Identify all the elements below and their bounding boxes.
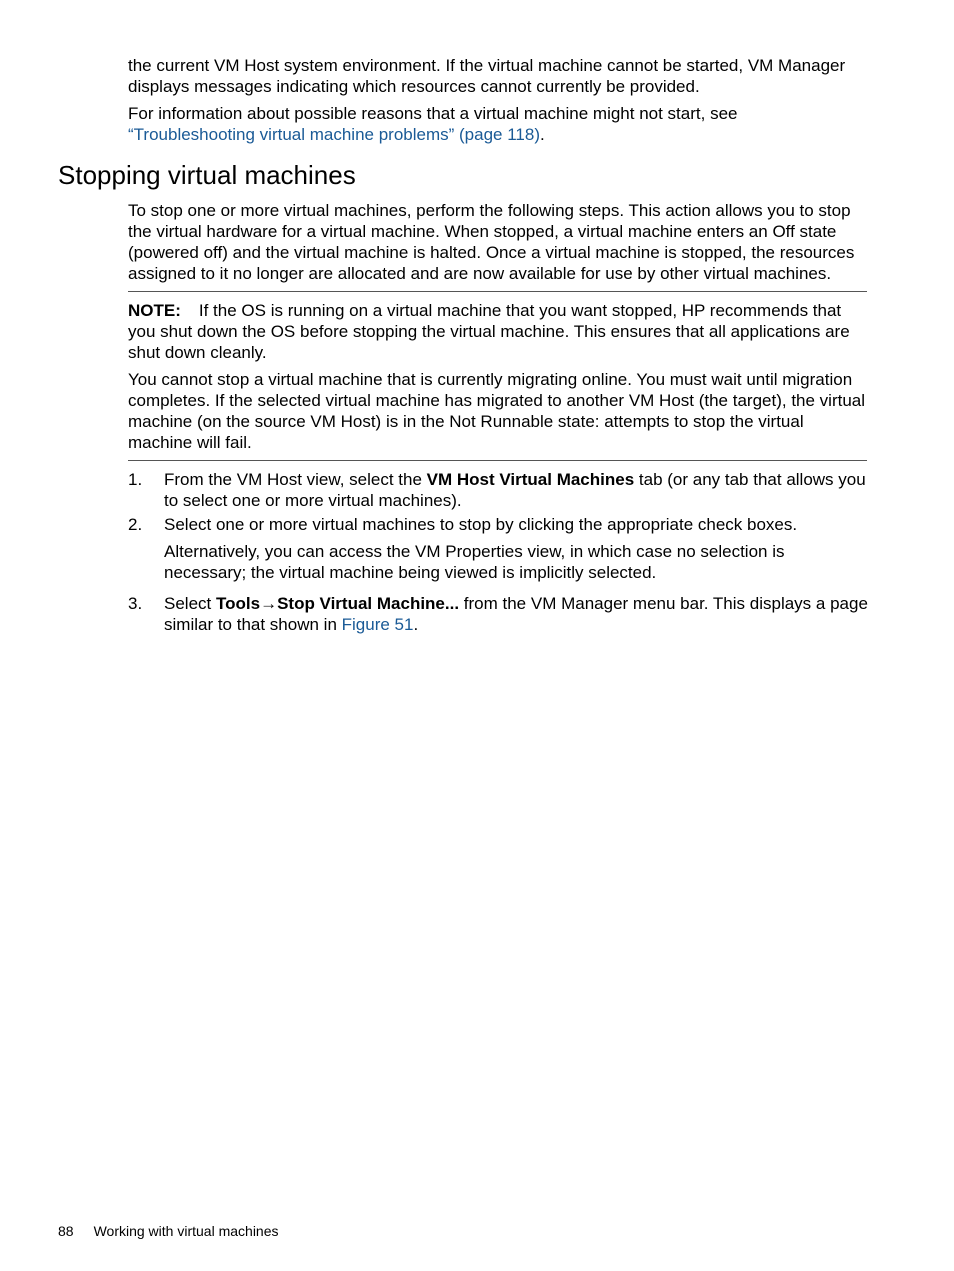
figure-51-link[interactable]: Figure 51 — [341, 615, 414, 634]
step-extra-text: Alternatively, you can access the VM Properties view, in which case no selection is necessary; the virtual machine being viewed is implicitly selected. — [164, 542, 785, 582]
note-paragraph — [128, 300, 868, 363]
section-paragraph: To stop one or more virtual machines, perform the following steps. This action allows you to stop the virtual hardware for a virtual machine. When stopped, a virtual machine enters an Off state (powered off) and the virtual machine is halted. Once a virtual machine is stopped, the resources assigned to it no longer are allocated and are now available for use by other virtual machines. — [128, 201, 855, 283]
intro-paragraph: the current VM Host system environment. If the virtual machine cannot be started, VM Manager displays messages indicating which resources cannot currently be provided. — [128, 56, 846, 96]
step-number: 3. — [128, 594, 143, 613]
step-2 — [128, 514, 868, 583]
page-number: 88 — [58, 1223, 74, 1239]
section-title: Stopping virtual machines — [58, 160, 356, 190]
step-text-post: tab (or any tab that allows you to select one or more virtual machines). — [164, 470, 866, 510]
step-text — [164, 469, 868, 511]
chapter-title: Working with virtual machines — [93, 1223, 279, 1239]
vm-host-virtual-machines-tab-name: VM Host Virtual Machines — [426, 470, 635, 489]
troubleshooting-link[interactable]: “Troubleshooting virtual machine problems” (page 118) — [128, 125, 540, 144]
note-paragraph-2: You cannot stop a virtual machine that is currently migrating online. You must wait until migration completes. If the selected virtual machine has migrated to another VM Host (the target), the virtual machine (on the source VM Host) is in the Not Runnable state: attempts to stop the virtual machine will fail. — [128, 370, 866, 452]
intro-reference-end: . — [539, 125, 545, 144]
step-number: 1. — [128, 470, 143, 489]
step-number: 2. — [128, 515, 143, 534]
step-text — [164, 593, 868, 635]
note-text: If the OS is running on a virtual machine that you want stopped, HP recommends that you shut down the OS before stopping the virtual machine. This ensures that all applications are shut down cleanly. — [128, 301, 850, 362]
stop-virtual-machine-menu-item-name: Stop Virtual Machine... — [277, 594, 460, 613]
step-text-pre: Select — [164, 594, 216, 613]
step-text-pre: From the VM Host view, select the — [164, 470, 427, 489]
step-text: Select one or more virtual machines to stop by clicking the appropriate check boxes. — [164, 515, 798, 534]
step-text-mid: from the VM Manager menu bar. This displays a page similar to that shown in — [164, 594, 868, 634]
note-top-rule — [128, 291, 867, 292]
step-3 — [128, 593, 868, 635]
step-1 — [128, 469, 868, 511]
note-bottom-rule — [128, 460, 867, 461]
intro-reference-text: For information about possible reasons that a virtual machine might not start, see — [128, 104, 738, 123]
note-label: NOTE: — [128, 301, 181, 320]
tools-menu-name: Tools — [215, 594, 261, 613]
intro-reference-paragraph — [128, 103, 868, 145]
page-footer — [58, 1222, 279, 1240]
menu-arrow-icon: → — [260, 594, 278, 613]
step-text-end: . — [413, 615, 419, 634]
